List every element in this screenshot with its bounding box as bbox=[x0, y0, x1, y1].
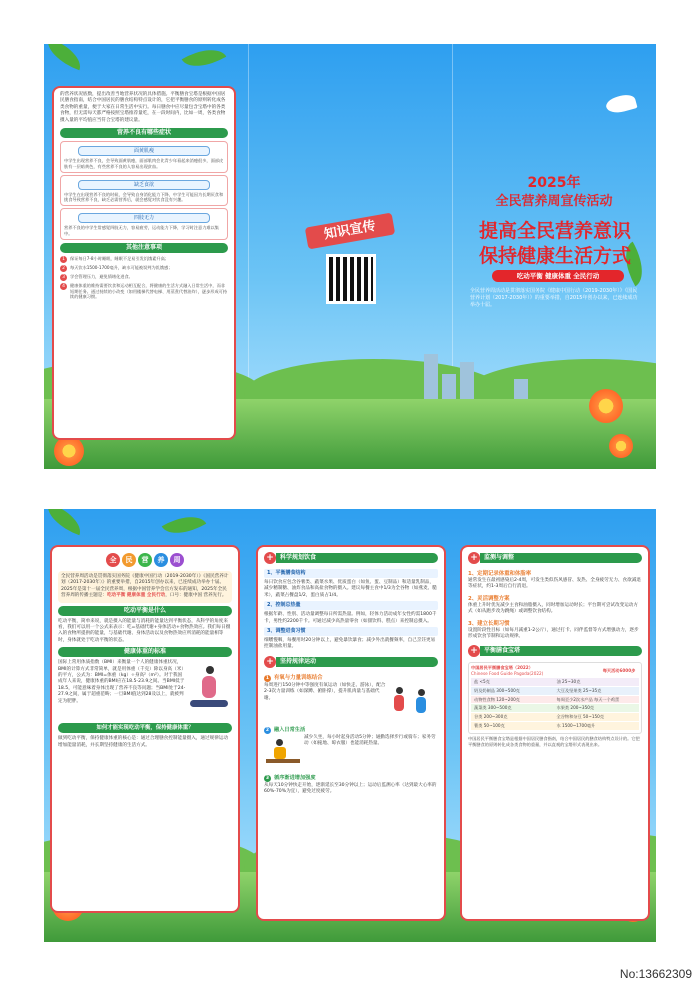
monitor-item-title: 3、建立长期习惯 bbox=[468, 620, 510, 627]
section-header bbox=[264, 551, 438, 565]
leaf-decoration bbox=[44, 509, 86, 535]
monitor-item-title: 1、定期记录体重和体脂率 bbox=[468, 571, 532, 577]
section-title: 科学规划饮食 bbox=[276, 553, 438, 563]
slogan-badge bbox=[492, 270, 624, 282]
intro-theme: 吃动平衡 健康体重 全民行动 bbox=[106, 593, 166, 599]
brand-char: 全 bbox=[106, 553, 120, 567]
plus-icon: + bbox=[264, 552, 276, 564]
symptom-label: 面黄肌瘦 bbox=[78, 146, 210, 156]
monitor-item-text: 设置阶段性目标（如每月减重1-2公斤），通过打卡、同伴监督等方式增强动力，逐步形成饮食节制和运动规律。 bbox=[468, 627, 639, 640]
diet-item-text: 根据年龄、性别、活动量调整每日所需热量。例如，轻体力活动成年女性约需1800千卡，男性约2200千卡。可通过减少高热量零食（如甜饮料、糕点）来控制总摄入。 bbox=[264, 612, 437, 624]
pagoda-row: 动物性食物 120~200克 每周至少2次水产品 每天一个鸡蛋 bbox=[471, 696, 639, 704]
symptom-label: 四肢无力 bbox=[78, 213, 210, 223]
diet-item-text: 细嚼慢咽，每餐用时20分钟以上，避免暴饮暴食；减少外出就餐频率，自己烹饪更易控制油盐用量。 bbox=[264, 638, 436, 650]
pagoda-row: 蔬菜类 300~500克 水果类 200~350克 bbox=[471, 704, 639, 712]
note-number: 1 bbox=[60, 256, 67, 263]
note-item bbox=[60, 256, 228, 263]
leaf-decoration bbox=[182, 44, 227, 77]
intro-text: 2025年是第十一届全民营养周，根据中国营养学会官方发布的通知，2025年全民营养周的传播主题是：吃动平衡 健康体重 全民行动，口号：健康中国 营养先行。 bbox=[61, 586, 227, 599]
exercise-item-text: 每周进行150分钟中等强度有氧运动（如快走、游泳），配合2-3次力量训练（如深蹲、俯卧撑），提升肌肉量与基础代谢。 bbox=[264, 682, 386, 701]
exercise-item-title: 3 循序渐进增加强度 bbox=[265, 774, 316, 781]
plus-icon: + bbox=[264, 656, 276, 668]
balance-text: 吃动平衡，简单来说，就是摄入的能量与消耗的能量达到平衡状态，从科学的角度来看，我们可以用一个公式来表示：吃=基础代谢+身体活动+食物热效应。我们每日摄入的食物所提供的能量，与基础代谢、身体活动以及食物热效应所消耗的能量相等时，身体就处于吃动平衡的状态。 bbox=[58, 618, 231, 643]
intro-text: 全民营养周活动是贯彻落实国务院《健康中国行动（2019-2030年）》《国民营养计划（2017-2030年）》的重要举措，自2015年创办以来，已连续成功举办十届。 bbox=[61, 574, 229, 586]
section-title: 健康体重的标准 bbox=[58, 647, 232, 657]
panel-balance bbox=[52, 547, 238, 911]
plus-icon: + bbox=[468, 645, 480, 657]
exercise-item-text: 从每天10分钟快走开始，逐渐延长至30分钟以上；运动后监测心率（达到最大心率的60%-70%为宜），避免过度疲劳。 bbox=[264, 782, 437, 795]
stamp-text: 知识宣传 bbox=[322, 218, 377, 243]
how-text: 做到吃动平衡，保持健康体重的核心是：通过合理膳食控制能量摄入，通过规律运动增加能量消耗，并长期坚持健康的生活方式。 bbox=[58, 736, 228, 748]
brand-char: 周 bbox=[170, 553, 184, 567]
symptom-text: 营养不良的中学生常感觉四肢无力，容易疲劳，运动能力下降，学习时注意力难以集中。 bbox=[64, 225, 219, 237]
panel-monitor bbox=[462, 547, 648, 919]
exercise-item-title: 1 有氧与力量训练结合 bbox=[265, 674, 323, 681]
diet-item-title: 1、平衡膳食结构 bbox=[264, 569, 438, 578]
exercise-item-text: 减少久坐，每小时起身活动5分钟；通勤选择步行或骑车；家务劳动（如拖地、晾衣服）也能消耗热量。 bbox=[304, 734, 436, 747]
desk-worker-figure bbox=[264, 735, 304, 771]
monitor-item-title: 2、灵活调整方案 bbox=[468, 595, 510, 602]
note-item bbox=[60, 283, 228, 300]
symptom-card bbox=[60, 175, 228, 207]
section-title: 其他注意事项 bbox=[60, 243, 228, 253]
note-text: 保证每日7-8小时睡眠，睡眠不足易引发饥饿素升高； bbox=[70, 255, 169, 261]
note-number: 4 bbox=[60, 283, 67, 290]
note-item bbox=[60, 274, 228, 281]
leaf-decoration bbox=[162, 509, 207, 544]
pagoda-note: 中国居民平衡膳食宝塔是根据中国居民膳食指南，结合中国居民的膳食结构特点设计的。它把平衡膳食的原则转化成各类食物的重量，并以直观的宝塔形式表现出来。 bbox=[468, 735, 640, 747]
symptom-card bbox=[60, 208, 228, 240]
panel-diet-exercise bbox=[258, 547, 444, 919]
food-pagoda bbox=[468, 662, 642, 733]
knowledge-stamp bbox=[305, 213, 395, 250]
section-title: 坚持规律运动 bbox=[276, 657, 438, 667]
pagoda-header bbox=[471, 665, 639, 677]
flower-decoration bbox=[589, 389, 623, 423]
qr-code[interactable] bbox=[326, 254, 376, 304]
brochure-inner-side bbox=[44, 509, 656, 942]
dove-icon bbox=[604, 92, 637, 115]
symptom-label: 缺乏食欲 bbox=[78, 180, 210, 190]
symptom-text: 中学生在出现营养不良的时候，会导致自身消化能力下降，中学生可能因为长期厌食和挑食导致营养不良，缺乏必需营养后，就会感觉对饮食没有兴趣。 bbox=[64, 191, 224, 203]
section-header bbox=[468, 644, 642, 658]
runners-figure bbox=[388, 683, 438, 723]
brand-char: 民 bbox=[122, 553, 136, 567]
note-text: 每天饮水1500-1700毫升，缺水可能被误判为饥饿感； bbox=[70, 264, 173, 270]
pagoda-row: 盐 <5克 油 25~30克 bbox=[471, 678, 639, 686]
exercise-block bbox=[264, 735, 438, 771]
diet-item-title: 2、控制总热量 bbox=[264, 601, 438, 610]
headline-1: 提高全民营养意识 bbox=[478, 220, 631, 242]
pagoda-row: 谷类 200~300克 全谷物和杂豆 50~150克 bbox=[471, 713, 639, 721]
brand-char: 养 bbox=[154, 553, 168, 567]
footer-id: No:13662309 bbox=[619, 967, 692, 981]
plus-icon: + bbox=[468, 552, 480, 564]
note-number: 3 bbox=[60, 274, 67, 281]
section-title: 营养不良有哪些症状 bbox=[60, 128, 228, 138]
section-title: 监测与调整 bbox=[480, 553, 642, 563]
flower-decoration bbox=[609, 434, 633, 458]
section-title: 吃动平衡是什么 bbox=[58, 606, 232, 616]
bmi-text: 国际上常用体质指数（BMI）来衡量一个人的健康体重状况，BMI的计算方式非常简单，就是用体重（千克）除以身高（米）的平方，公式为：BMI=体重（kg）÷身高²（m²）。对于我国成年人来说，健康体重的BMI应在18.5-23.9之间。当BMI低于18.5，可能意味着身体出现了营养不良等问题；当BMI处于24-27.9之间，属于超重范畴；一旦BMI值达到28及以上，就被判定为肥胖。 bbox=[58, 660, 186, 704]
monitor-item-text: 体重上升时优先减少主食和油脂摄入，同时增加运动时长；平台期可尝试改变运动方式（如从跑步改为跳绳）或调整饮食结构。 bbox=[468, 602, 638, 615]
exercise-block bbox=[264, 683, 438, 723]
brand-row bbox=[52, 553, 238, 567]
yoga-figure bbox=[186, 660, 232, 720]
symptom-card bbox=[60, 141, 228, 173]
pagoda-row: 薯类 50~100克 水 1500~1700毫升 bbox=[471, 722, 639, 730]
section-header bbox=[468, 551, 642, 565]
symptom-text: 中学生出现营养不良，会导致面黄肌瘦，面部肌肉会比青少年看起来消瘦很多，面部皮肤有一层暗黄色，有些营养不良的人容易出现贫血。 bbox=[64, 158, 224, 169]
intro-box bbox=[58, 571, 232, 603]
diet-item-title: 3、调整进食习惯 bbox=[264, 627, 438, 636]
slogan-text: 吃动平衡 健康体重 全民行动 bbox=[516, 272, 600, 280]
section-header bbox=[264, 655, 438, 669]
note-item bbox=[60, 265, 228, 272]
cover-text: 全民营养周活动是贯彻落实国务院《健康中国行动（2019-2030年）》《国民营养计划（2017-2030年）》的重要举措，自2015年创办以来，已连续成功举办十届。 bbox=[470, 288, 638, 308]
sunflower-decoration bbox=[54, 436, 84, 466]
pagoda-title-en: Chinese Food Guide Pagoda(2022) bbox=[471, 671, 544, 677]
headline-2: 保持健康生活方式 bbox=[478, 245, 631, 267]
brochure-outer-side bbox=[44, 44, 656, 469]
section-title: 平衡膳食宝塔 bbox=[480, 646, 642, 656]
intro-text: 的营养状况底数，提出改善当地营养状况的具体措施。平衡膳食宝塔是根据中国居民膳食指南，结合中国居民的膳食结构特点设计的，它把平衡膳食的原则转化成各类食物的重量，便于大家在日常生活中实行。每日膳食中应尽量包含宝塔中的各类食物，但无需每天都严格按照宝塔推荐量吃，在一段时间内，比如一周，各类食物摄入量的平均值应当符合宝塔的建议量。 bbox=[60, 92, 226, 123]
monitor-item-text: 通常发生在最初感染后2-4周，可发生类似伤风感冒、发热、全身疲劳无力、食欲减退等症状，约1-3周后自行消退。 bbox=[468, 578, 641, 590]
bmi-block bbox=[58, 660, 232, 720]
note-text: 学会管理压力，避免情绪化进食。 bbox=[70, 273, 133, 279]
exercise-item-title: 2 融入日常生活 bbox=[265, 726, 306, 733]
pagoda-row: 奶及奶制品 300~500克 大豆及坚果类 25~35克 bbox=[471, 687, 639, 695]
event-year: 2025年 bbox=[527, 175, 581, 191]
event-name: 全民营养周宣传活动 bbox=[495, 194, 613, 209]
brand-char: 营 bbox=[138, 553, 152, 567]
note-number: 2 bbox=[60, 265, 67, 272]
note-text: 健康体重的维持需要饮食和运动相互配合，将健康的生活方式融入日常生活中，而非短期任务。通过持续的小改变（如用楼梯代替电梯、用蒸煮代替油炸），逐步形成可持续的健康习惯。 bbox=[70, 282, 228, 300]
pagoda-title-cn: 中国居民平衡膳食宝塔（2022） bbox=[471, 665, 533, 671]
leaf-decoration bbox=[44, 44, 86, 70]
diet-item-text: 每日饮食应包含谷薯类、蔬菜水果、优质蛋白（如鱼、蛋、豆制品）和适量乳制品，减少精制糖、油炸食品和高盐食物的摄入。建议每餐主食中1/3为全谷物（如燕麦、糙米），蔬菜占餐盘1/2，蛋白质占1/4。 bbox=[264, 580, 437, 598]
pagoda-activity: 每天活动6000步 bbox=[602, 668, 636, 674]
info-panel bbox=[54, 88, 234, 438]
section-title: 如何才能实现吃动平衡，保持健康体重？ bbox=[58, 723, 232, 733]
